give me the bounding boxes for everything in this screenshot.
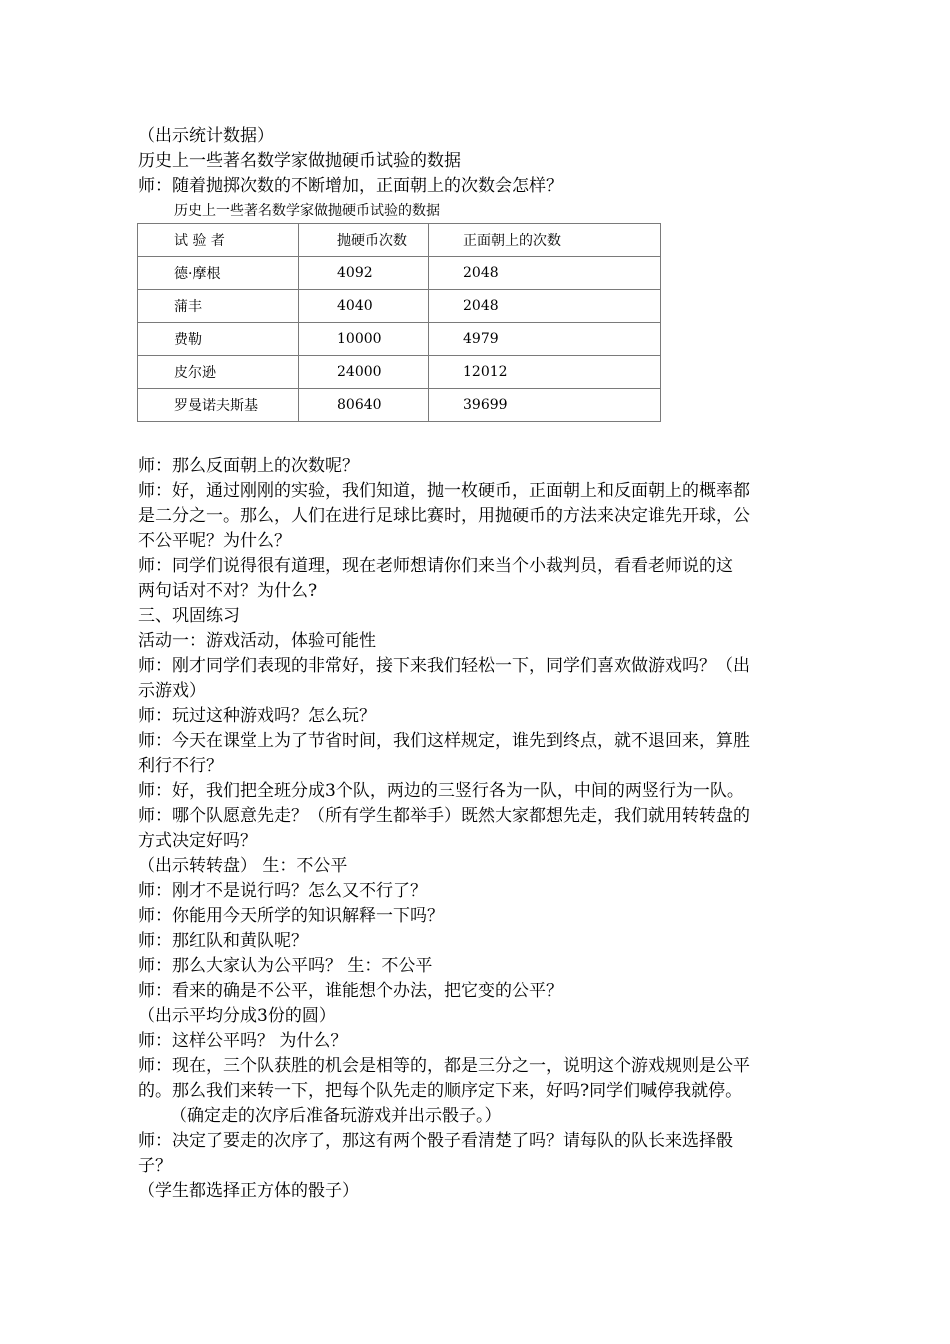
text-line: 师：好，我们把全班分成3个队，两边的三竖行各为一队，中间的两竖行为一队。 (138, 781, 744, 801)
cell-experimenter: 蒲丰 (138, 290, 299, 323)
text-line: 师：现在，三个队获胜的机会是相等的，都是三分之一，说明这个游戏规则是公平 (138, 1056, 750, 1076)
cell-heads-count: 2048 (429, 257, 661, 290)
table-row (138, 257, 661, 290)
coin-toss-table (137, 223, 661, 422)
text-line: 师：好，通过刚刚的实验，我们知道，抛一枚硬币，正面朝上和反面朝上的概率都 (138, 481, 750, 501)
text-line: 师：哪个队愿意先走？（所有学生都举手）既然大家都想先走，我们就用转转盘的 (138, 806, 750, 826)
text-line: 不公平呢？为什么？ (138, 531, 291, 551)
text-line: 示游戏） (138, 681, 206, 701)
text-line: 师：你能用今天所学的知识解释一下吗？ (138, 906, 444, 926)
table-caption: 历史上一些著名数学家做抛硬币试验的数据 (174, 203, 440, 219)
section-heading: 三、巩固练习 (138, 606, 240, 626)
text-line: 师：看来的确是不公平，谁能想个办法，把它变的公平？ (138, 981, 563, 1001)
header-toss-count: 抛硬币次数 (299, 224, 429, 257)
cell-experimenter: 罗曼诺夫斯基 (138, 389, 299, 422)
text-line: 两句话对不对？为什么? (138, 581, 318, 601)
text-line: （学生都选择正方体的骰子） (138, 1181, 359, 1201)
text-line: 方式决定好吗？ (138, 831, 257, 851)
cell-heads-count: 2048 (429, 290, 661, 323)
text-line: 师：刚才不是说行吗？怎么又不行了？ (138, 881, 427, 901)
header-experimenter: 试 验 者 (138, 224, 299, 257)
header-heads-count: 正面朝上的次数 (429, 224, 661, 257)
cell-heads-count: 12012 (429, 356, 661, 389)
text-line: 师：随着抛掷次数的不断增加，正面朝上的次数会怎样？ (138, 176, 563, 196)
text-line: （确定走的次序后准备玩游戏并出示骰子。） (170, 1106, 502, 1126)
table-row (138, 323, 661, 356)
text-line: 师：刚才同学们表现的非常好，接下来我们轻松一下，同学们喜欢做游戏吗？（出 (138, 656, 750, 676)
cell-heads-count: 4979 (429, 323, 661, 356)
cell-experimenter: 皮尔逊 (138, 356, 299, 389)
text-line: 师：那么反面朝上的次数呢？ (138, 456, 359, 476)
text-line: 子？ (138, 1156, 172, 1176)
table-header-row (138, 224, 661, 257)
text-line: （出示统计数据） (138, 126, 274, 146)
table-row (138, 389, 661, 422)
table-row (138, 356, 661, 389)
cell-toss-count: 4092 (299, 257, 429, 290)
text-line: （出示平均分成3份的圆） (138, 1006, 336, 1026)
cell-toss-count: 4040 (299, 290, 429, 323)
text-line: 师：那红队和黄队呢？ (138, 931, 308, 951)
text-line: （出示转转盘） 生：不公平 (138, 856, 348, 876)
text-line: 师：决定了要走的次序了，那这有两个骰子看清楚了吗？请每队的队长来选择骰 (138, 1131, 733, 1151)
text-line: 师：那么大家认为公平吗？ 生：不公平 (138, 956, 433, 976)
cell-heads-count: 39699 (429, 389, 661, 422)
text-line: 历史上一些著名数学家做抛硬币试验的数据 (138, 151, 461, 171)
text-line: 利行不行？ (138, 756, 223, 776)
cell-toss-count: 24000 (299, 356, 429, 389)
text-line: 师：玩过这种游戏吗？怎么玩？ (138, 706, 376, 726)
table-row (138, 290, 661, 323)
activity-heading: 活动一：游戏活动，体验可能性 (138, 631, 376, 651)
cell-experimenter: 费勒 (138, 323, 299, 356)
text-line: 师：这样公平吗？ 为什么？ (138, 1031, 348, 1051)
text-line: 是二分之一。那么，人们在进行足球比赛时，用抛硬币的方法来决定谁先开球，公 (138, 506, 750, 526)
cell-experimenter: 德·摩根 (138, 257, 299, 290)
text-line: 师：今天在课堂上为了节省时间，我们这样规定，谁先到终点，就不退回来，算胜 (138, 731, 750, 751)
text-line: 的。那么我们来转一下，把每个队先走的顺序定下来，好吗?同学们喊停我就停。 (138, 1081, 743, 1101)
text-line: 师：同学们说得很有道理，现在老师想请你们来当个小裁判员，看看老师说的这 (138, 556, 733, 576)
cell-toss-count: 80640 (299, 389, 429, 422)
cell-toss-count: 10000 (299, 323, 429, 356)
